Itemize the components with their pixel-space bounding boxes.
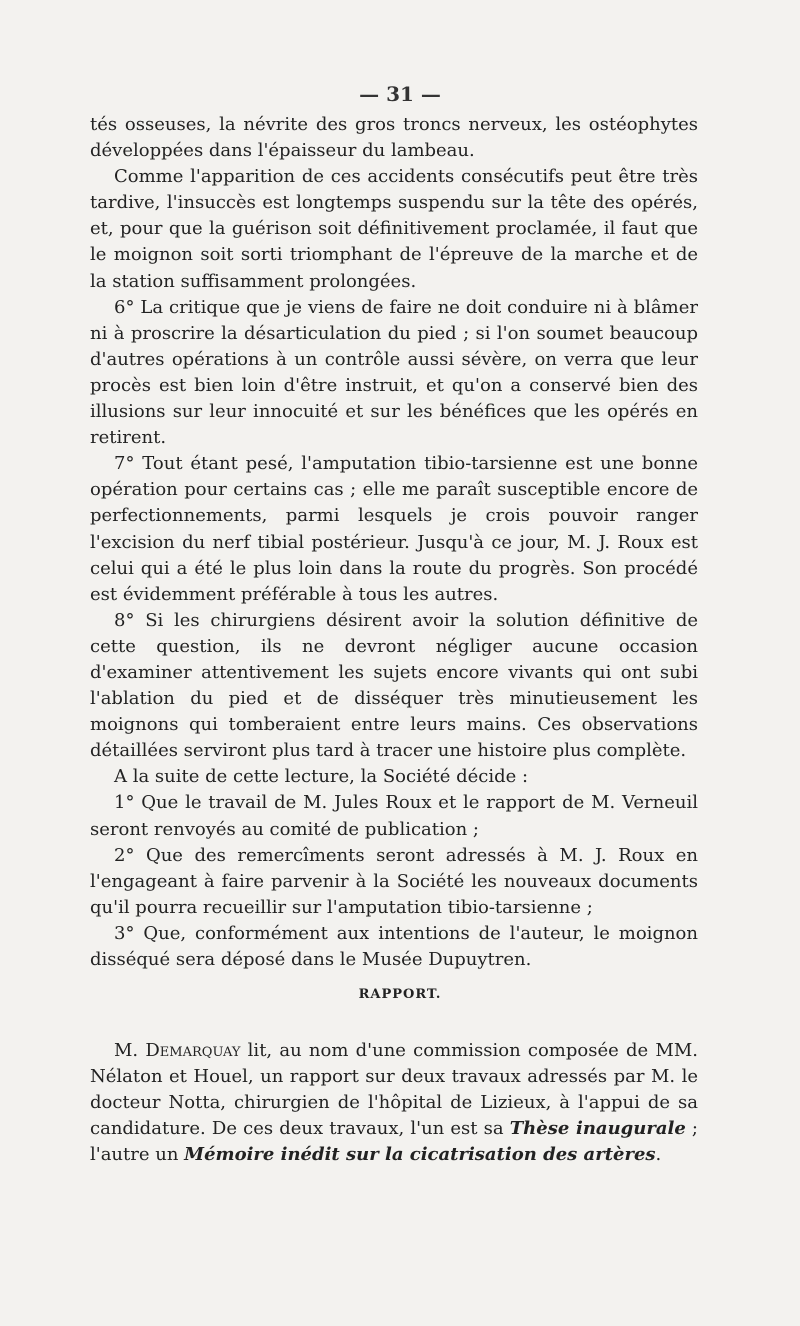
paragraph-rapport bbox=[90, 1038, 698, 1168]
section-title: RAPPORT. bbox=[358, 987, 442, 1002]
paragraph-decision-2: 2° Que des remercîments seront adressés à M. J. Roux en l'engageant à faire parvenir à la Société les nouveaux documents qu'il pourra recueillir sur l'amputation tibio-tarsienne ; bbox=[90, 844, 698, 918]
paragraph-accidents: Comme l'apparition de ces accidents consécutifs peut être très tardive, l'insuccès est longtemps suspendu sur la tête des opérés, et, pour que la guérison soit définitivement proclamée, il faut que le moignon soit sorti triomphant de l'épreuve de la marche et de la station suffisamment prolongées. bbox=[90, 166, 698, 292]
paragraph-continuation: tés osseuses, la névrite des gros troncs nerveux, les ostéophytes développées dans l'épaisseur du lambeau. bbox=[90, 114, 698, 162]
speaker-name: M. Demarquay bbox=[114, 1040, 241, 1061]
rapport-text-3: . bbox=[655, 1144, 662, 1166]
paragraph-society-decides: A la suite de cette lecture, la Société décide : bbox=[114, 766, 529, 788]
body-text-rapport bbox=[90, 1038, 698, 1168]
paragraph-point-7: 7° Tout étant pesé, l'amputation tibio-tarsienne est une bonne opération pour certains cas ; elle me paraît susceptible encore de perfectionnements, parmi lesquels je crois pouvoir ranger l'excision du nerf tibial postérieur. Jusqu'à ce jour, M. J. Roux est celui qui a été le plus loin dans la route du progrès. Son procédé est évidemment préférable à tous les autres. bbox=[90, 453, 698, 605]
rapport-italic-thesis: Thèse inaugurale bbox=[509, 1118, 686, 1140]
rapport-text-1: lit, au nom d'une commission composée de MM. Nélaton et Houel, un rapport sur deux travaux adressés par M. le docteur Notta, chirurgien de l'hôpital de Lizieux, à l'appui de sa candidature. De ces deux travaux, l'un est sa bbox=[90, 1040, 698, 1140]
rapport-text-2: ; l'autre un bbox=[90, 1118, 698, 1166]
paragraph-point-6: 6° La critique que je viens de faire ne doit conduire ni à blâmer ni à proscrire la désarticulation du pied ; si l'on soumet beaucoup d'autres opérations à un contrôle aussi sévère, on verra que leur procès est bien loin d'être instruit, et qu'on a conservé bien des illusions sur leur innocuité et sur les bénéfices que les opérés en retirent. bbox=[90, 296, 698, 449]
paragraph-decision-3: 3° Que, conformément aux intentions de l'auteur, le moignon disséqué sera déposé dans le Musée Dupuytren. bbox=[90, 922, 698, 970]
body-text-top bbox=[90, 112, 698, 973]
page-number: — 31 — bbox=[359, 82, 441, 106]
paragraph-point-8: 8° Si les chirurgiens désirent avoir la solution définitive de cette question, ils ne devront négliger aucune occasion d'examiner attentivement les sujets encore vivants qui ont subi l'ablation du pied et de disséquer très minutieusement les moignons qui tomberaient entre leurs mains. Ces observations détaillées serviront plus tard à tracer une histoire plus complète. bbox=[90, 609, 698, 762]
paragraph-decision-1: 1° Que le travail de M. Jules Roux et le rapport de M. Verneuil seront renvoyés au comité de publication ; bbox=[90, 792, 698, 840]
rapport-italic-memoire: Mémoire inédit sur la cicatrisation des artères bbox=[184, 1144, 656, 1166]
